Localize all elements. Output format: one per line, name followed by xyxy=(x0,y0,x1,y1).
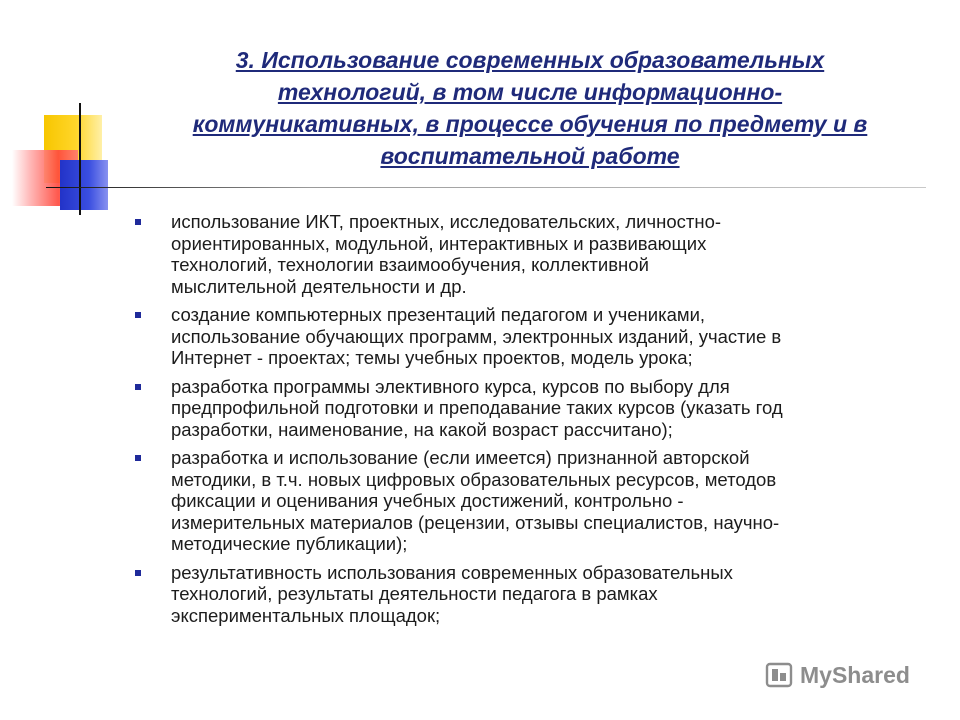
bullet-square-icon xyxy=(135,384,141,390)
bullet-square-icon xyxy=(135,455,141,461)
bullet-text xyxy=(171,304,935,369)
bullet-line: методики, в т.ч. новых цифровых образовательных ресурсов, методов xyxy=(171,468,777,490)
bullet-line: разработки, наименование, на какой возраст рассчитано); xyxy=(171,418,673,440)
bullet-line: измерительных материалов (рецензии, отзывы специалистов, научно- xyxy=(171,511,780,533)
bullet-list xyxy=(135,211,935,633)
bullet-item xyxy=(135,376,935,441)
bullet-text xyxy=(171,376,935,441)
title-line: воспитательной работе xyxy=(380,143,680,169)
bullet-square-icon xyxy=(135,219,141,225)
myshared-watermark[interactable] xyxy=(764,655,910,695)
bullet-line: создание компьютерных презентаций педагогом и учениками, xyxy=(171,304,706,325)
bullet-line: предпрофильной подготовки и преподавание таких курсов (указать год xyxy=(171,397,783,418)
bullet-item xyxy=(135,211,935,297)
bullet-item xyxy=(135,447,935,555)
bullet-item xyxy=(135,304,935,369)
title-line: 3. Использование современных образовательных xyxy=(235,47,825,73)
bullet-line: использование ИКТ, проектных, исследовательских, личностно- xyxy=(171,211,722,232)
bullet-text xyxy=(171,211,935,297)
bullet-line: методические публикации); xyxy=(171,533,408,554)
bullet-line: разработка программы элективного курса, курсов по выбору для xyxy=(171,375,730,397)
slide-title xyxy=(130,44,930,172)
bullet-line: фиксации и оценивания учебных достижений, контрольно - xyxy=(171,490,684,511)
title-line: технологий, в том числе информационно- xyxy=(277,79,783,105)
bullet-line: технологий, технологии взаимообучения, коллективной xyxy=(171,254,649,275)
bullet-line: ориентированных, модульной, интерактивных и развивающих xyxy=(171,232,707,254)
bullet-line: мыслительной деятельности и др. xyxy=(171,275,467,297)
decor-blue-square xyxy=(60,160,108,210)
bullet-item xyxy=(135,562,935,627)
bullet-square-icon xyxy=(135,570,141,576)
decor-horizontal-line xyxy=(46,187,926,188)
bullet-line: использование обучающих программ, электронных изданий, участие в xyxy=(171,325,782,347)
watermark-text: MyShared xyxy=(800,661,910,688)
myshared-logo-icon xyxy=(764,660,794,690)
decor-vertical-line xyxy=(79,103,81,215)
bullet-line: результативность использования современных образовательных xyxy=(171,561,733,583)
bullet-square-icon xyxy=(135,312,141,318)
bullet-line: экспериментальных площадок; xyxy=(171,604,441,626)
bullet-line: Интернет - проектах; темы учебных проектов, модель урока; xyxy=(171,347,693,368)
bullet-text xyxy=(171,562,935,627)
bullet-line: разработка и использование (если имеется) признанной авторской xyxy=(171,447,750,468)
bullet-text xyxy=(171,447,935,555)
title-line: коммуникативных, в процессе обучения по предмету и в xyxy=(192,111,868,137)
bullet-line: технологий, результаты деятельности педагога в рамках xyxy=(171,583,658,604)
